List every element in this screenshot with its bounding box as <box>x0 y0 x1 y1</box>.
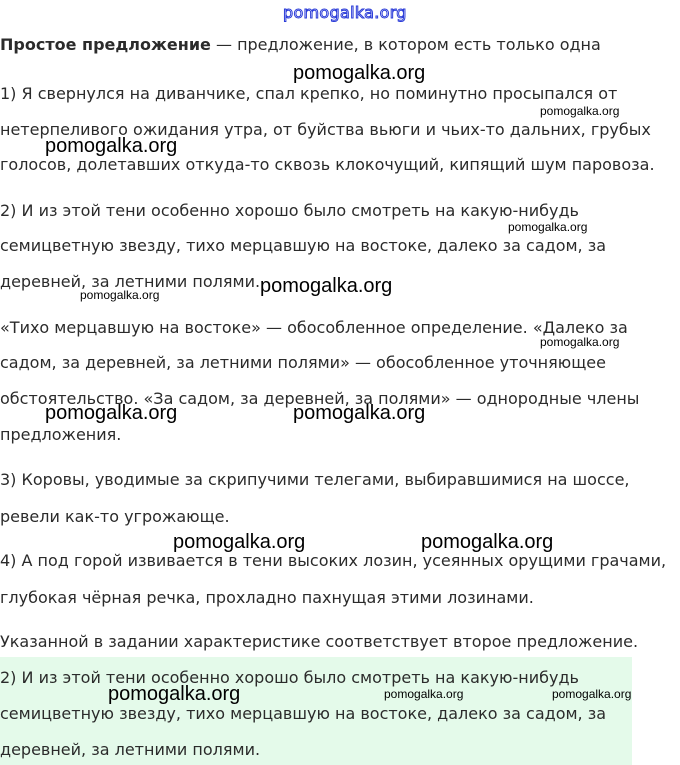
explanation-line-1: «Тихо мерцавшую на востоке» — обособленное определение. «Далеко за <box>0 318 628 337</box>
watermark: pomogalka.org <box>293 402 426 424</box>
watermark: pomogalka.org <box>80 288 160 302</box>
intro-term: Простое предложение <box>0 35 211 54</box>
explanation-line-3: обстоятельство. «За садом, за деревней, за полями» — однородные члены <box>0 389 640 408</box>
watermark: pomogalka.org <box>508 220 588 234</box>
sentence-4-line-2: глубокая чёрная речка, прохладно пахнущая этими лозинами. <box>0 588 534 607</box>
watermark: pomogalka.org <box>540 104 620 118</box>
explanation-line-4: предложения. <box>0 425 122 444</box>
conclusion-text: Указанной в задании характеристике соответствует второе предложение. <box>0 632 639 651</box>
watermark: pomogalka.org <box>421 531 554 553</box>
header-watermark: pomogalka.org <box>283 3 407 22</box>
intro-paragraph <box>0 35 601 55</box>
sentence-3-line-2: ревели как-то угрожающе. <box>0 507 230 526</box>
answer-line-1: 2) И из этой тени особенно хорошо было смотреть на какую-нибудь <box>0 668 579 687</box>
watermark: pomogalka.org <box>384 687 464 701</box>
watermark: pomogalka.org <box>173 531 306 553</box>
sentence-4-line-1: 4) А под горой извивается в тени высоких лозин, усеянных орущими грачами, <box>0 551 667 570</box>
watermark: pomogalka.org <box>108 683 241 705</box>
sentence-3-line-1: 3) Коровы, уводимые за скрипучими телегами, выбиравшимися на шоссе, <box>0 470 630 489</box>
watermark: pomogalka.org <box>540 335 620 349</box>
sentence-1-line-2: нетерпеливого ожидания утра, от буйства вьюги и чьих-то дальних, грубых <box>0 120 651 139</box>
watermark: pomogalka.org <box>552 687 632 701</box>
watermark: pomogalka.org <box>293 62 426 84</box>
intro-definition: — предложение, в котором есть только одна <box>210 35 601 54</box>
sentence-2-line-1: 2) И из этой тени особенно хорошо было смотреть на какую-нибудь <box>0 201 579 220</box>
watermark: pomogalka.org <box>260 275 393 297</box>
answer-line-2: семицветную звезду, тихо мерцавшую на востоке, далеко за садом, за <box>0 704 607 723</box>
answer-line-3: деревней, за летними полями. <box>0 740 261 759</box>
sentence-2-line-2: семицветную звезду, тихо мерцавшую на востоке, далеко за садом, за <box>0 236 607 255</box>
sentence-1-line-1: 1) Я свернулся на диванчике, спал крепко, но поминутно просыпался от <box>0 84 618 103</box>
watermark: pomogalka.org <box>45 402 178 424</box>
watermark: pomogalka.org <box>45 135 178 157</box>
sentence-1-line-3: голосов, долетавших откуда-то сквозь клокочущий, кипящий шум паровоза. <box>0 155 655 174</box>
sentence-2-line-3: деревней, за летними полями. <box>0 272 261 291</box>
explanation-line-2: садом, за деревней, за летними полями» — обособленное уточняющее <box>0 353 606 372</box>
